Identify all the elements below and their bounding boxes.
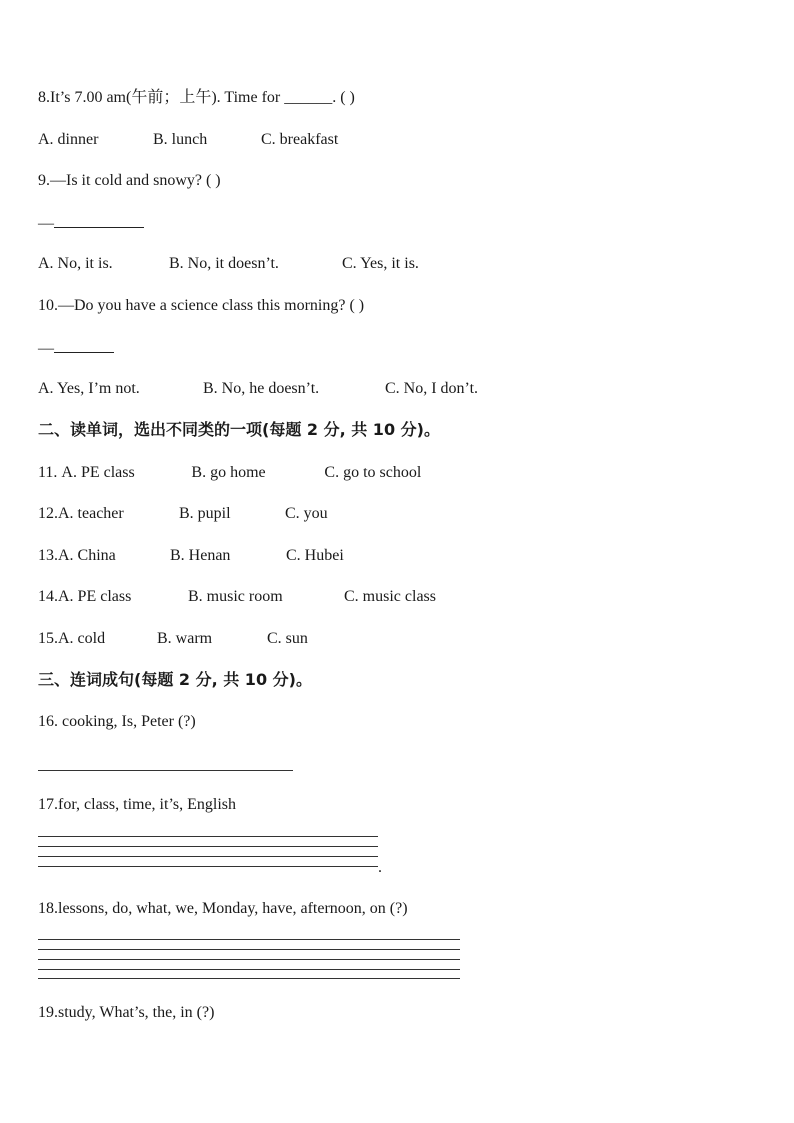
question-number: 12. <box>38 505 58 522</box>
q8-option-b: B. lunch <box>153 131 208 148</box>
answer-dash: — <box>38 340 54 357</box>
q12-option-b: B. pupil <box>179 505 231 522</box>
question-9-options <box>38 254 419 274</box>
q10-option-b: B. No, he doesn’t. <box>203 380 320 397</box>
section-2-heading: 二、读单词，选出不同类的一项(每题 2 分, 共 10 分)。 <box>38 420 440 439</box>
question-17-period: . <box>378 859 382 876</box>
answer-blank[interactable] <box>54 338 114 353</box>
question-10-answer-line <box>38 338 114 359</box>
question-15 <box>38 629 308 649</box>
answer-line-18[interactable] <box>38 939 460 940</box>
answer-line-17[interactable] <box>38 836 378 837</box>
question-18: 18.lessons, do, what, we, Monday, have, afternoon, on (?) <box>38 900 408 917</box>
q11-option-c: C. go to school <box>324 464 422 481</box>
q15-option-a: A. cold <box>58 630 106 647</box>
q9-option-b: B. No, it doesn’t. <box>169 255 279 272</box>
q14-option-a: A. PE class <box>58 588 132 605</box>
question-number: 14. <box>38 588 58 605</box>
question-19: 19.study, What’s, the, in (?) <box>38 1004 215 1021</box>
question-16: 16. cooking, Is, Peter (?) <box>38 713 196 730</box>
answer-dash: — <box>38 215 54 232</box>
answer-line-17[interactable] <box>38 866 378 867</box>
answer-line-18[interactable] <box>38 978 460 979</box>
question-10-options <box>38 379 478 399</box>
answer-line-18[interactable] <box>38 969 460 970</box>
answer-line-17[interactable] <box>38 856 378 857</box>
answer-line-18[interactable] <box>38 949 460 950</box>
question-number: 13. <box>38 547 58 564</box>
question-number: 15. <box>38 630 58 647</box>
q15-option-c: C. sun <box>267 630 308 647</box>
question-13 <box>38 546 344 566</box>
question-11 <box>38 463 421 483</box>
answer-line-18[interactable] <box>38 959 460 960</box>
q10-option-c: C. No, I don’t. <box>385 380 479 397</box>
answer-blank[interactable] <box>54 213 144 228</box>
q12-option-c: C. you <box>285 505 328 522</box>
q15-option-b: B. warm <box>157 630 213 647</box>
question-17: 17.for, class, time, it’s, English <box>38 796 237 813</box>
question-14 <box>38 587 436 607</box>
answer-line-16[interactable] <box>38 770 293 771</box>
q13-option-c: C. Hubei <box>286 547 344 564</box>
section-3-heading: 三、连词成句(每题 2 分, 共 10 分)。 <box>38 670 312 689</box>
q10-option-a: A. Yes, I’m not. <box>38 380 140 397</box>
question-9-answer-line <box>38 213 144 234</box>
question-number: 11. <box>38 464 62 481</box>
q11-option-a: A. PE class <box>61 464 135 481</box>
question-8-options <box>38 130 338 150</box>
q8-option-c: C. breakfast <box>261 131 339 148</box>
q9-option-a: A. No, it is. <box>38 255 113 272</box>
q11-option-b: B. go home <box>191 464 266 481</box>
q14-option-b: B. music room <box>188 588 283 605</box>
answer-line-17[interactable] <box>38 846 378 847</box>
question-10-stem: 10.—Do you have a science class this morning? ( ) <box>38 297 365 314</box>
q9-option-c: C. Yes, it is. <box>342 255 419 272</box>
question-12 <box>38 504 328 524</box>
question-9-stem: 9.—Is it cold and snowy? ( ) <box>38 172 221 189</box>
q12-option-a: A. teacher <box>58 505 124 522</box>
q13-option-b: B. Henan <box>170 547 231 564</box>
q13-option-a: A. China <box>58 547 116 564</box>
q8-option-a: A. dinner <box>38 131 99 148</box>
q14-option-c: C. music class <box>344 588 436 605</box>
question-8-stem: 8.It’s 7.00 am(午前；上午). Time for ______. ( ) <box>38 89 355 106</box>
